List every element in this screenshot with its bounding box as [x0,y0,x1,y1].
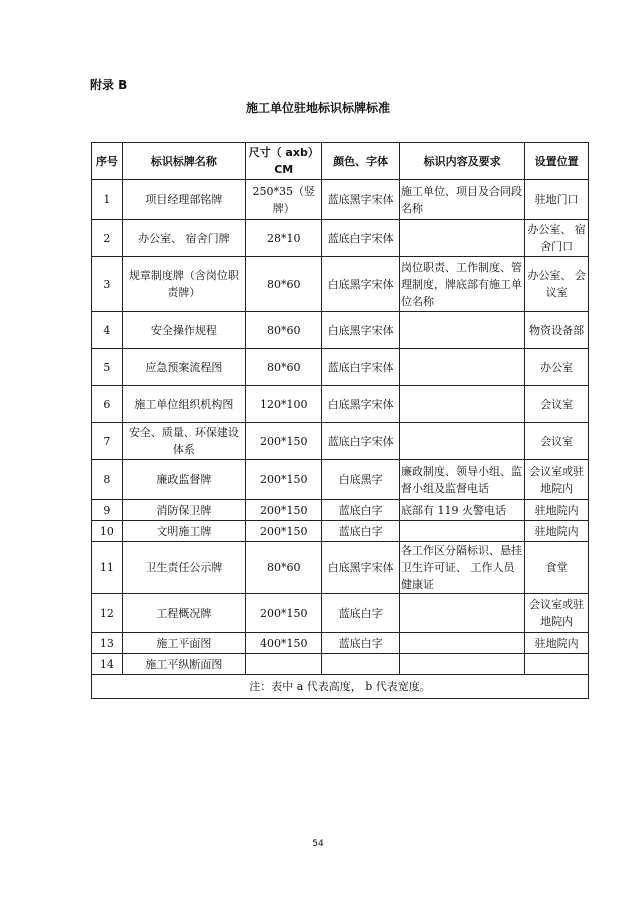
cell-seq: 4 [92,312,123,349]
cell-location: 会议室 [525,423,589,460]
cell-name: 安全、质量、环保建设体系 [122,423,245,460]
cell-content [399,654,524,675]
cell-name: 施工平面图 [122,633,245,654]
cell-color-font: 蓝底白字宋体 [322,220,400,257]
cell-size: 400*150 [245,633,321,654]
cell-name: 施工平纵断面图 [122,654,245,675]
header-size: 尺寸（ axb）CM [245,143,321,180]
cell-location [525,654,589,675]
table-body [92,180,589,675]
table-row [92,654,589,675]
cell-size: 120*100 [245,386,321,423]
cell-seq: 9 [92,500,123,521]
cell-size: 200*150 [245,423,321,460]
cell-size: 200*150 [245,521,321,542]
cell-seq: 14 [92,654,123,675]
header-color-font: 颜色、字体 [322,143,400,180]
cell-color-font: 蓝底白字 [322,594,400,633]
table-row [92,386,589,423]
appendix-label: 附录 B [90,78,128,92]
cell-seq: 11 [92,542,123,594]
cell-name: 工程概况牌 [122,594,245,633]
cell-seq: 6 [92,386,123,423]
cell-seq: 5 [92,349,123,386]
cell-color-font: 白底黑字 [322,460,400,500]
cell-location: 驻地门口 [525,180,589,220]
cell-location: 会议室或驻地院内 [525,460,589,500]
cell-color-font: 白底黑字宋体 [322,257,400,312]
cell-color-font: 蓝底白字 [322,521,400,542]
cell-color-font: 蓝底白字 [322,633,400,654]
page-number: 54 [312,839,324,849]
cell-color-font: 蓝底黑字宋体 [322,180,400,220]
header-location: 设置位置 [525,143,589,180]
cell-seq: 3 [92,257,123,312]
cell-content [399,220,524,257]
cell-content: 底部有 119 火警电话 [399,500,524,521]
cell-color-font: 白底黑字宋体 [322,386,400,423]
cell-name: 应急预案流程图 [122,349,245,386]
cell-content: 施工单位、项目及合同段名称 [399,180,524,220]
table-note: 注：表中 a 代表高度， b 代表宽度。 [92,675,589,699]
cell-seq: 7 [92,423,123,460]
cell-size [245,654,321,675]
cell-size: 28*10 [245,220,321,257]
cell-location: 办公室、 会议室 [525,257,589,312]
cell-name: 廉政监督牌 [122,460,245,500]
cell-content [399,423,524,460]
table-row [92,257,589,312]
table-note-row [92,675,589,699]
cell-color-font [322,654,400,675]
cell-content [399,349,524,386]
cell-seq: 8 [92,460,123,500]
signage-standard-table [91,142,589,699]
cell-name: 文明施工牌 [122,521,245,542]
table-row [92,180,589,220]
cell-location: 办公室 [525,349,589,386]
cell-seq: 12 [92,594,123,633]
table-row [92,423,589,460]
cell-seq: 13 [92,633,123,654]
cell-content: 廉政制度、领导小组、监督小组及监督电话 [399,460,524,500]
cell-size: 80*60 [245,312,321,349]
cell-content [399,633,524,654]
cell-name: 消防保卫牌 [122,500,245,521]
table-row [92,521,589,542]
cell-size: 200*150 [245,500,321,521]
cell-size: 80*60 [245,542,321,594]
cell-location: 会议室或驻地院内 [525,594,589,633]
cell-seq: 1 [92,180,123,220]
cell-name: 项目经理部铭牌 [122,180,245,220]
cell-content [399,594,524,633]
cell-name: 施工单位组织机构图 [122,386,245,423]
table-row [92,460,589,500]
cell-location: 驻地院内 [525,633,589,654]
table-row [92,349,589,386]
table-row [92,312,589,349]
cell-location: 食堂 [525,542,589,594]
table-row [92,633,589,654]
table-header-row [92,143,589,180]
cell-location: 驻地院内 [525,521,589,542]
document-title: 施工单位驻地标识标牌标准 [245,101,390,115]
cell-color-font: 白底黑字宋体 [322,542,400,594]
cell-location: 会议室 [525,386,589,423]
cell-size: 80*60 [245,257,321,312]
cell-location: 办公室、 宿舍门口 [525,220,589,257]
cell-color-font: 蓝底白字宋体 [322,349,400,386]
table-row [92,594,589,633]
cell-name: 规章制度牌（含岗位职责牌） [122,257,245,312]
cell-content [399,386,524,423]
cell-color-font: 蓝底白字宋体 [322,423,400,460]
table-row [92,500,589,521]
cell-color-font: 蓝底白字 [322,500,400,521]
cell-seq: 2 [92,220,123,257]
cell-location: 驻地院内 [525,500,589,521]
header-seq: 序号 [92,143,123,180]
cell-name: 卫生责任公示牌 [122,542,245,594]
cell-size: 250*35（竖牌） [245,180,321,220]
cell-size: 80*60 [245,349,321,386]
cell-content [399,521,524,542]
cell-content: 岗位职责、工作制度、管理制度，牌底部有施工单 位名称 [399,257,524,312]
table-row [92,220,589,257]
header-name: 标识标牌名称 [122,143,245,180]
header-content: 标识内容及要求 [399,143,524,180]
cell-size: 200*150 [245,594,321,633]
cell-content: 各工作区分隔标识、悬挂卫生许可证、 工作人员健康证 [399,542,524,594]
cell-name: 办公室、 宿舍门牌 [122,220,245,257]
cell-size: 200*150 [245,460,321,500]
cell-name: 安全操作规程 [122,312,245,349]
cell-color-font: 白底黑字宋体 [322,312,400,349]
table-row [92,542,589,594]
cell-content [399,312,524,349]
cell-seq: 10 [92,521,123,542]
cell-location: 物资设备部 [525,312,589,349]
